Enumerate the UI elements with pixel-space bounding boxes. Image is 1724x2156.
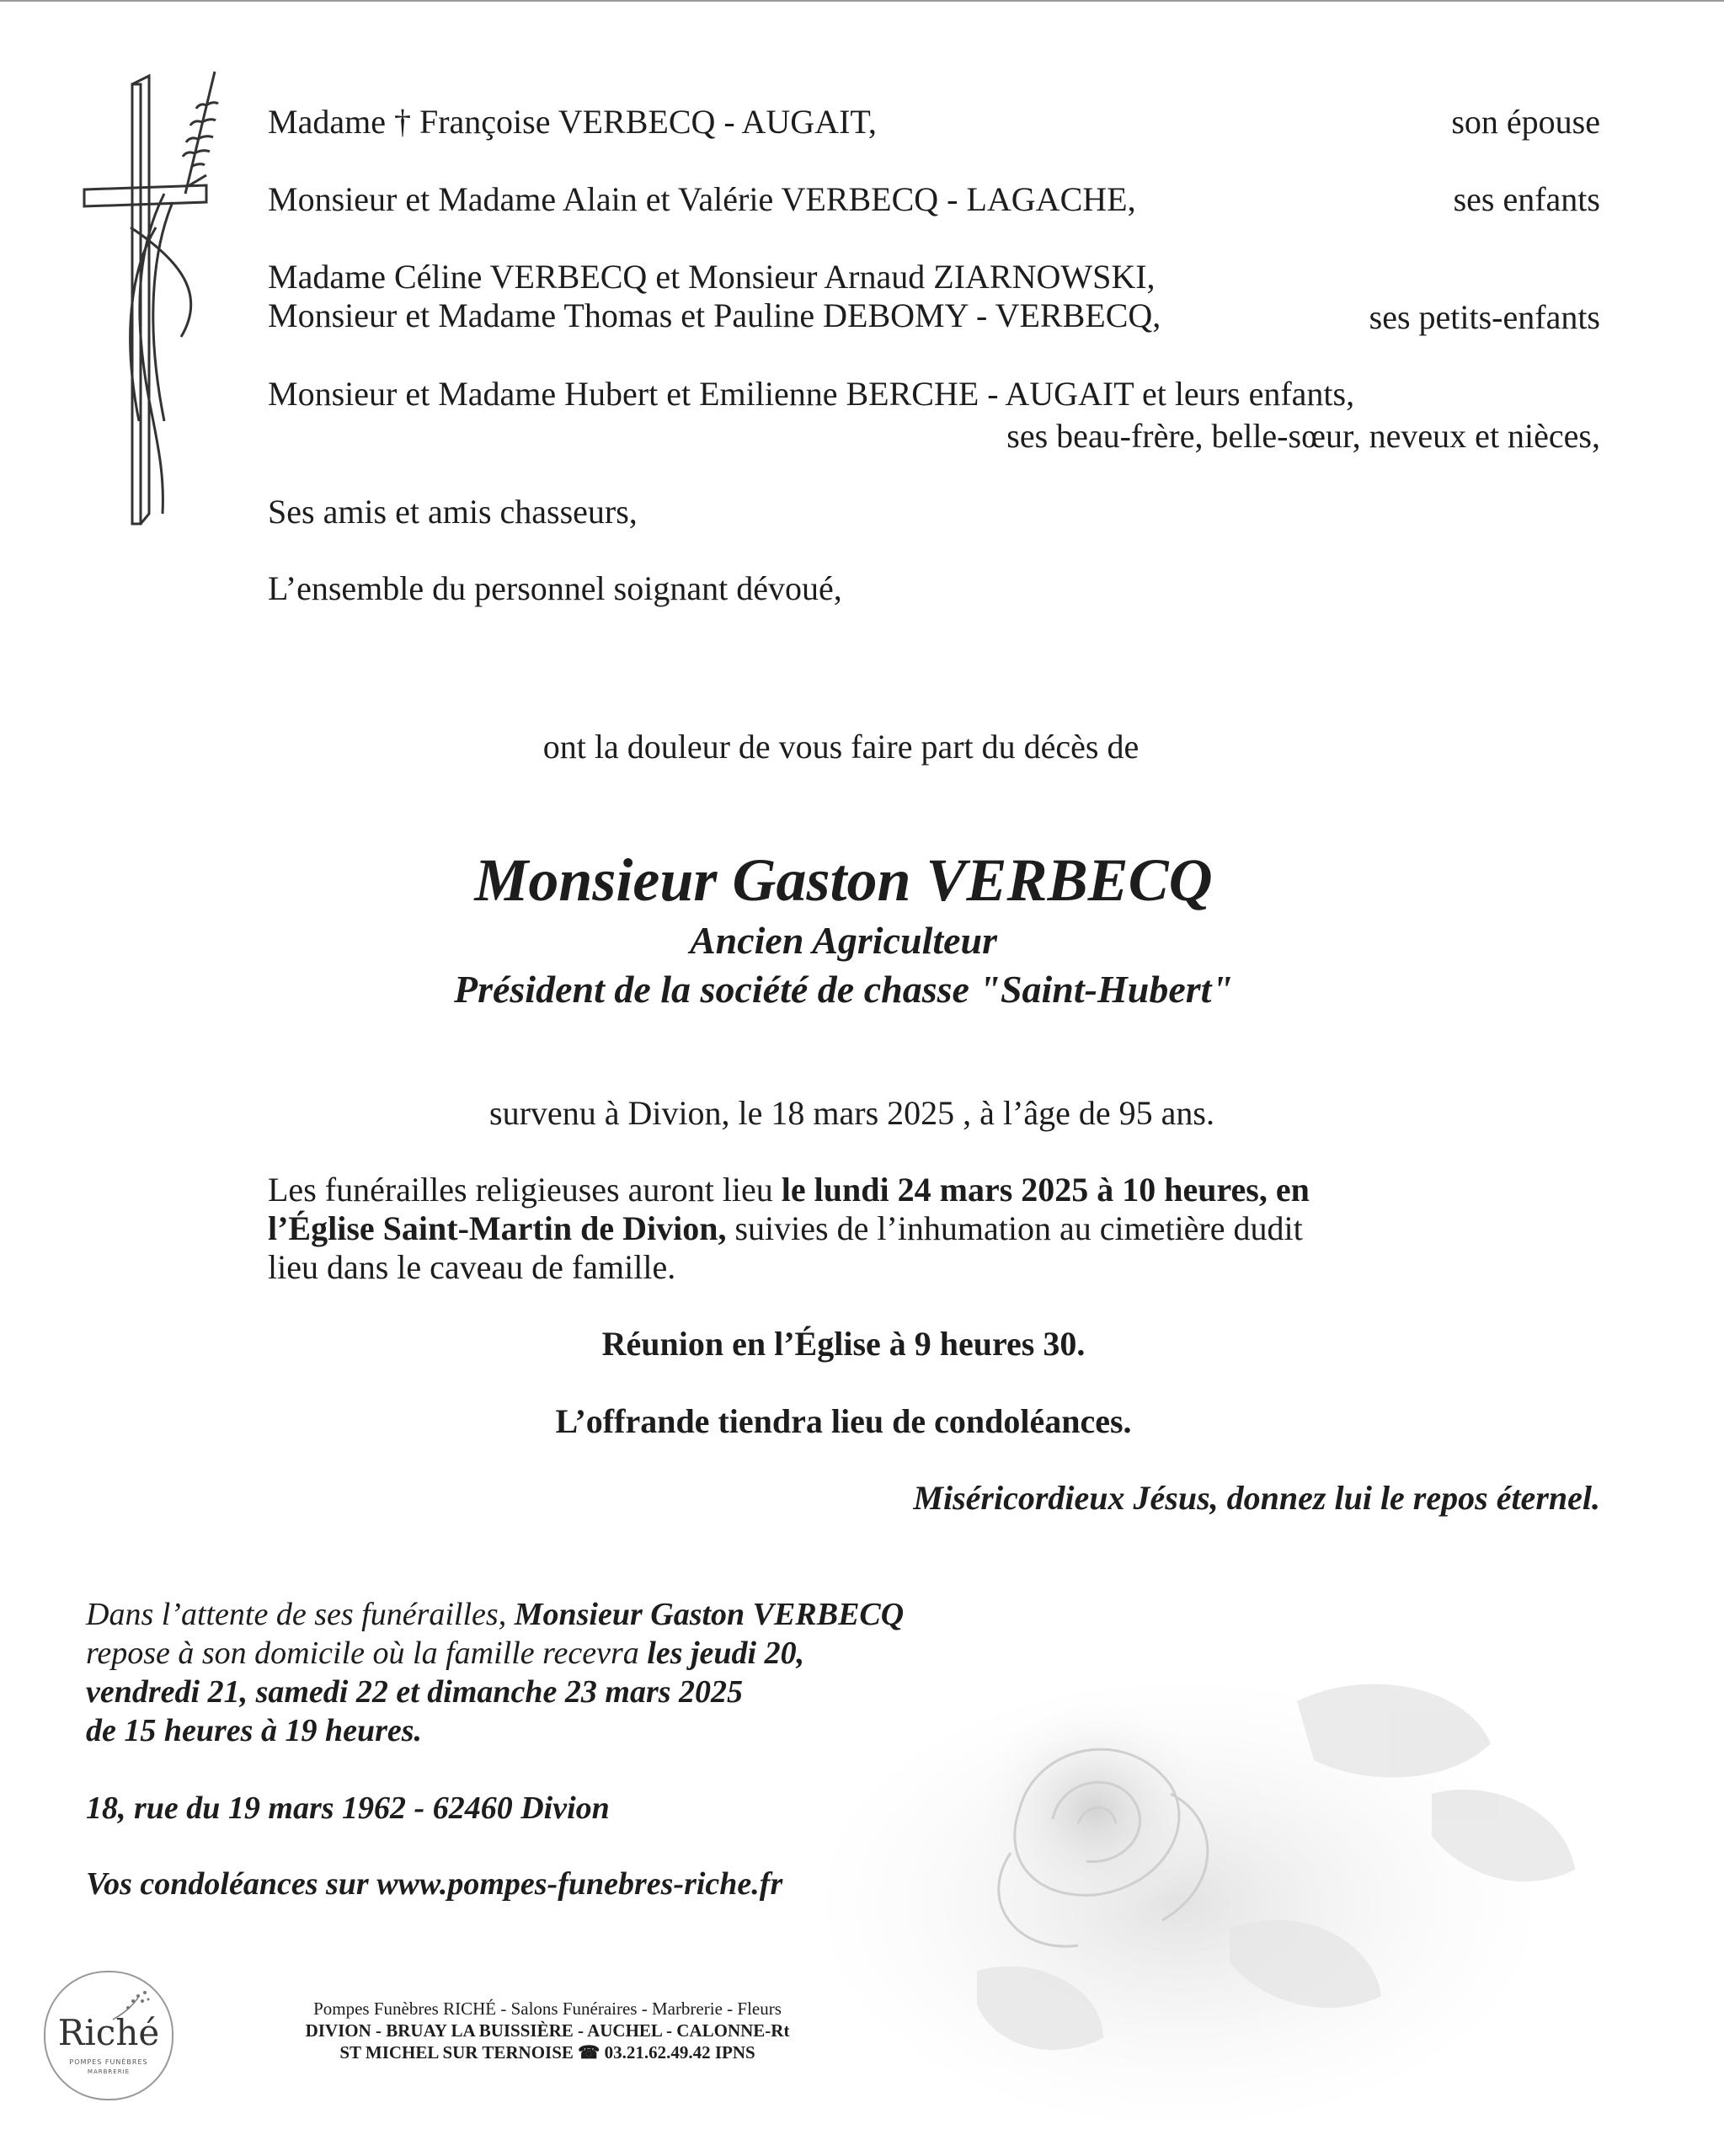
footer-location: ST MICHEL SUR TERNOISE xyxy=(339,2042,579,2063)
logo-subtitle: MARBRERIE xyxy=(87,2068,131,2075)
logo-subtitle: POMPES FUNÈBRES xyxy=(69,2058,148,2066)
funeral-church: l’Église Saint-Martin de Divion, xyxy=(268,1209,727,1247)
deceased-name: Monsieur Gaston VERBECQ xyxy=(474,846,1213,914)
prayer-line: Miséricordieux Jésus, donnez lui le repos éternel. xyxy=(913,1479,1600,1517)
relative-line: Monsieur et Madame Hubert et Emilienne BERCHE - AUGAIT et leurs enfants, xyxy=(268,375,1355,413)
logo-name: Riché xyxy=(57,2012,160,2053)
relative-line: Monsieur et Madame Alain et Valérie VERBECQ - LAGACHE, xyxy=(268,180,1136,218)
address-line: 18, rue du 19 mars 1962 - 62460 Divion xyxy=(86,1790,610,1826)
visitation-line: vendredi 21, samedi 22 et dimanche 23 mars 2025 xyxy=(86,1674,744,1710)
funeral-line-3: lieu dans le caveau de famille. xyxy=(268,1248,676,1286)
relative-line: Madame † Françoise VERBECQ - AUGAIT, xyxy=(268,103,877,141)
relative-line: Madame Céline VERBECQ et Monsieur Arnaud ZIARNOWSKI, xyxy=(268,258,1156,296)
company-logo xyxy=(44,1971,173,2100)
deceased-title-1: Ancien Agriculteur xyxy=(689,919,998,962)
funeral-text: Les funérailles religieuses auront lieu xyxy=(268,1171,782,1209)
relation-label: son épouse xyxy=(1451,103,1600,141)
staff-line: L’ensemble du personnel soignant dévoué, xyxy=(268,569,842,607)
visitation-line xyxy=(86,1634,904,1673)
visitation-text: Dans l’attente de ses funérailles, xyxy=(86,1597,515,1632)
deceased-title-2: Président de la société de chasse "Saint-Hubert" xyxy=(453,968,1233,1011)
funeral-date: le lundi 24 mars 2025 à 10 heures, en xyxy=(781,1171,1310,1209)
relative-line: Monsieur et Madame Thomas et Pauline DEBOMY - VERBECQ, xyxy=(268,296,1161,334)
footer-phone: 03.21.62.49.42 IPNS xyxy=(600,2042,755,2063)
friends-line: Ses amis et amis chasseurs, xyxy=(268,493,638,531)
phone-icon: ☎ xyxy=(578,2042,600,2063)
visitation-line xyxy=(86,1595,904,1634)
reunion-line: Réunion en l’Église à 9 heures 30. xyxy=(601,1325,1086,1363)
funeral-text: suivies de l’inhumation au cimetière dudit xyxy=(726,1209,1303,1247)
footer-line-2: DIVION - BRUAY LA BUISSIÈRE - AUCHEL - CALONNE-Rt xyxy=(305,2020,790,2041)
death-line: survenu à Divion, le 18 mars 2025 , à l’âge de 95 ans. xyxy=(489,1094,1214,1132)
visitation-line: de 15 heures à 19 heures. xyxy=(86,1713,423,1748)
scan-top-edge xyxy=(0,0,1724,2)
relation-label: ses beau-frère, belle-sœur, neveux et nièces, xyxy=(1006,417,1600,455)
visitation-days: les jeudi 20, xyxy=(647,1636,805,1671)
visitation-text: repose à son domicile où la famille recevra xyxy=(86,1636,648,1671)
announcement: ont la douleur de vous faire part du décès de xyxy=(542,728,1140,766)
funeral-line-2 xyxy=(268,1209,1303,1248)
relation-label: ses petits-enfants xyxy=(1369,298,1600,336)
relation-label: ses enfants xyxy=(1453,180,1600,218)
rose-decoration-icon xyxy=(825,1651,1651,2139)
condolences-line: Vos condoléances sur www.pompes-funebres-riche.fr xyxy=(86,1866,783,1902)
visitation-block xyxy=(86,1595,904,1750)
visitation-name: Monsieur Gaston VERBECQ xyxy=(514,1597,905,1632)
footer-line-1: Pompes Funèbres RICHÉ - Salons Funéraires - Marbrerie - Fleurs xyxy=(313,1999,782,2019)
offering-line: L’offrande tiendra lieu de condoléances. xyxy=(555,1402,1132,1440)
funeral-line-1 xyxy=(268,1171,1310,1209)
cross-wheat-icon xyxy=(80,59,223,531)
footer-line-3 xyxy=(168,2041,926,2063)
